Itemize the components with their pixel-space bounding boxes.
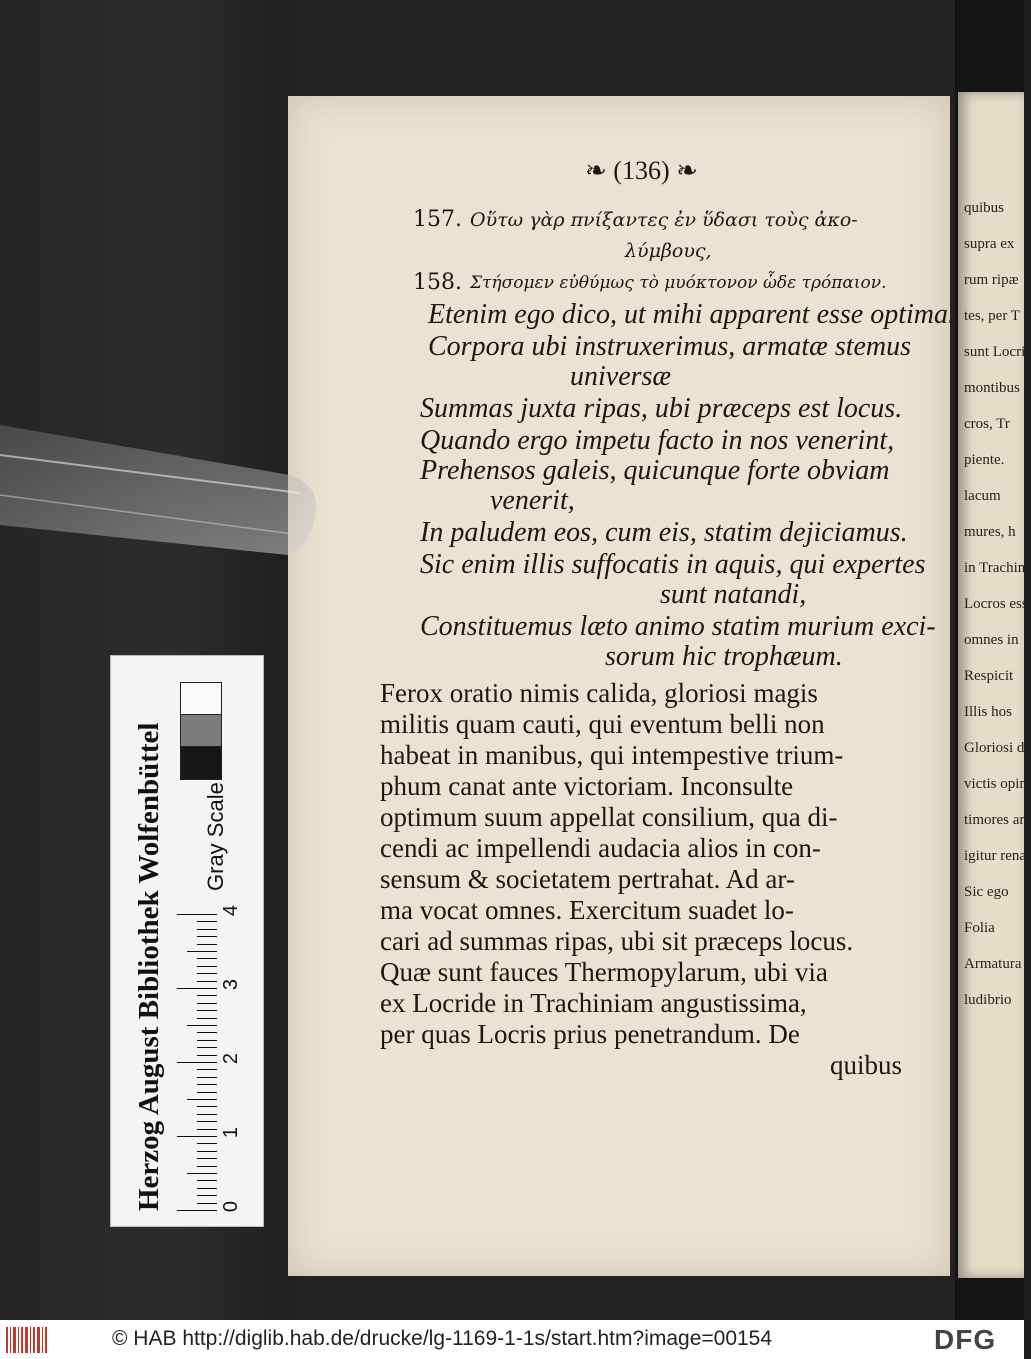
- latin-verse-line: In paludem eos, cum eis, statim dejiciamus.: [420, 517, 908, 548]
- ruler-tick: [197, 1151, 217, 1152]
- adjacent-page-fragment: quibus: [964, 200, 1005, 216]
- commentary-line: habeat in manibus, qui intempestive trium-: [380, 740, 844, 770]
- adjacent-page-fragment: lacum: [964, 488, 1001, 504]
- adjacent-page-fragment: sunt Locri: [964, 344, 1026, 360]
- latin-verse-line: universæ: [570, 361, 672, 392]
- ruler-tick: [197, 1121, 217, 1122]
- commentary-line: phum canat ante victoriam. Inconsulte: [380, 771, 794, 801]
- ruler-tick: [197, 981, 217, 982]
- ruler-tick: [177, 1136, 217, 1137]
- commentary-line: ex Locride in Trachiniam angustissima,: [380, 988, 807, 1018]
- latin-verse-line: sorum hic trophæum.: [605, 641, 843, 672]
- latin-verse-line: sunt natandi,: [660, 579, 807, 610]
- greek-verse-157: Οὕτω γὰρ πνίξαντες ἐν ὕδασι τοὺς ἀκο-: [470, 209, 858, 231]
- footer-bar: [0, 1320, 1024, 1359]
- ruler-tick: [187, 951, 217, 952]
- ruler-tick: [197, 1092, 217, 1093]
- adjacent-page-fragment: mures, h: [964, 524, 1016, 540]
- ruler-tick: [197, 1129, 217, 1130]
- dfg-logo: DFG: [934, 1324, 997, 1355]
- verse-number-157: 157.: [413, 207, 462, 232]
- adjacent-page-fragment: Sic ego: [964, 884, 1009, 900]
- latin-verse-line: Prehensos galeis, quicunque forte obviam: [420, 455, 890, 486]
- ruler-tick: [187, 1099, 217, 1100]
- ruler-tick: [197, 1084, 217, 1085]
- commentary-line: quibus: [830, 1050, 903, 1080]
- ruler-tick: [197, 921, 217, 922]
- commentary-line: Quæ sunt fauces Thermopylarum, ubi via: [380, 957, 828, 987]
- ruler-tick: [197, 1018, 217, 1019]
- commentary-line: Ferox oratio nimis calida, gloriosi magis: [380, 678, 818, 708]
- adjacent-page-fragment: piente.: [964, 452, 1005, 468]
- library-name: Herzog August Bibliothek Wolfenbüttel: [133, 722, 165, 1211]
- adjacent-page: [958, 92, 1031, 1278]
- ruler-tick: [187, 1025, 217, 1026]
- ruler-tick: [197, 1158, 217, 1159]
- ruler-tick: [197, 958, 217, 959]
- ruler-tick: [197, 1166, 217, 1167]
- adjacent-page-fragment: rum ripæ: [964, 272, 1019, 288]
- ruler-tick: [187, 1173, 217, 1174]
- ruler-tick: [197, 936, 217, 937]
- ruler-tick: [197, 1010, 217, 1011]
- gray-scale-label: Gray Scale: [203, 782, 228, 891]
- ruler-tick: [177, 988, 217, 989]
- adjacent-page-fragment: montibus: [964, 380, 1020, 396]
- adjacent-page-fragment: Gloriosi d: [964, 740, 1025, 756]
- adjacent-page-fragment: Armatura: [964, 956, 1022, 972]
- latin-verse-line: Quando ergo impetu facto in nos venerint,: [420, 425, 895, 456]
- ruler-tick: [197, 1032, 217, 1033]
- adjacent-page-fragment: supra ex: [964, 236, 1015, 252]
- adjacent-page-fragment: igitur renar: [964, 848, 1031, 864]
- ruler-tick: [197, 966, 217, 967]
- ruler-tick: [197, 1069, 217, 1070]
- greek-verse-157-cont: λύμβους,: [625, 240, 712, 262]
- commentary-line: ma vocat omnes. Exercitum suadet lo-: [380, 895, 794, 925]
- ruler-tick: [197, 1195, 217, 1196]
- adjacent-page-fragment: Folia: [964, 920, 995, 936]
- ruler-tick: [197, 1188, 217, 1189]
- ruler-number: 1: [220, 1126, 243, 1139]
- ruler-tick: [177, 914, 217, 915]
- ruler-tick: [177, 1210, 217, 1211]
- commentary-line: per quas Locris prius penetrandum. De: [380, 1019, 800, 1049]
- latin-verse-line: Constituemus læto animo statim murium exci-: [420, 611, 936, 642]
- gray-swatch-mid: [180, 714, 222, 748]
- adjacent-page-fragment: Locros ess: [964, 596, 1028, 612]
- latin-verse-line: venerit,: [490, 485, 575, 516]
- gray-swatch-white: [180, 682, 222, 716]
- barcode-icon: [6, 1327, 48, 1353]
- ruler-tick: [197, 1055, 217, 1056]
- adjacent-page-fragment: cros, Tr: [964, 416, 1010, 432]
- gray-swatch-black: [180, 746, 222, 780]
- ruler-number: 2: [220, 1052, 243, 1065]
- adjacent-page-fragment: in Trachin: [964, 560, 1026, 576]
- latin-verse-line: Etenim ego dico, ut mihi apparent esse optima.: [428, 299, 955, 330]
- ruler-tick: [197, 1047, 217, 1048]
- commentary-line: sensum & societatem pertrahat. Ad ar-: [380, 864, 795, 894]
- ruler-number: 0: [220, 1200, 243, 1213]
- ruler-tick: [197, 1040, 217, 1041]
- commentary-line: optimum suum appellat consilium, qua di-: [380, 802, 838, 832]
- latin-verse-line: Corpora ubi instruxerimus, armatæ stemus: [428, 331, 912, 362]
- ruler-tick: [197, 973, 217, 974]
- ruler-number: 4: [220, 904, 243, 917]
- ruler-tick: [197, 1114, 217, 1115]
- adjacent-page-fragment: omnes in: [964, 632, 1019, 648]
- adjacent-page-fragment: timores ar: [964, 812, 1025, 828]
- ruler-tick: [197, 1077, 217, 1078]
- greek-verse-158: Στήσομεν εὐθύμως τὸ μυόκτονον ὧδε τρόπαιον.: [470, 273, 887, 293]
- ruler-tick: [177, 1062, 217, 1063]
- adjacent-page-fragment: victis opin: [964, 776, 1027, 792]
- ruler-tick: [197, 1106, 217, 1107]
- ruler-tick: [197, 1143, 217, 1144]
- page-number: ❧ (136) ❧: [585, 156, 698, 185]
- ruler-tick: [197, 1203, 217, 1204]
- ruler-tick: [197, 944, 217, 945]
- commentary-line: cendi ac impellendi audacia alios in con-: [380, 833, 821, 863]
- ruler-tick: [197, 1003, 217, 1004]
- commentary-line: militis quam cauti, qui eventum belli non: [380, 709, 825, 739]
- commentary-line: cari ad summas ripas, ubi sit præceps locus.: [380, 926, 854, 956]
- adjacent-page-fragment: Respicit: [964, 668, 1014, 684]
- ruler-tick: [197, 1180, 217, 1181]
- ruler-tick: [197, 929, 217, 930]
- latin-verse-line: Summas juxta ripas, ubi præceps est locus.: [420, 393, 903, 424]
- adjacent-page-fragment: tes, per T: [964, 308, 1020, 324]
- copyright-url[interactable]: © HAB http://diglib.hab.de/drucke/lg-1169-1-1s/start.htm?image=00154: [112, 1327, 773, 1350]
- adjacent-page-fragment: ludibrio: [964, 992, 1012, 1008]
- adjacent-page-fragment: Illis hos: [964, 704, 1012, 720]
- latin-verse-line: Sic enim illis suffocatis in aquis, qui expertes: [420, 549, 926, 580]
- verse-number-158: 158.: [413, 270, 462, 295]
- ruler-tick: [197, 995, 217, 996]
- ruler-number: 3: [220, 978, 243, 991]
